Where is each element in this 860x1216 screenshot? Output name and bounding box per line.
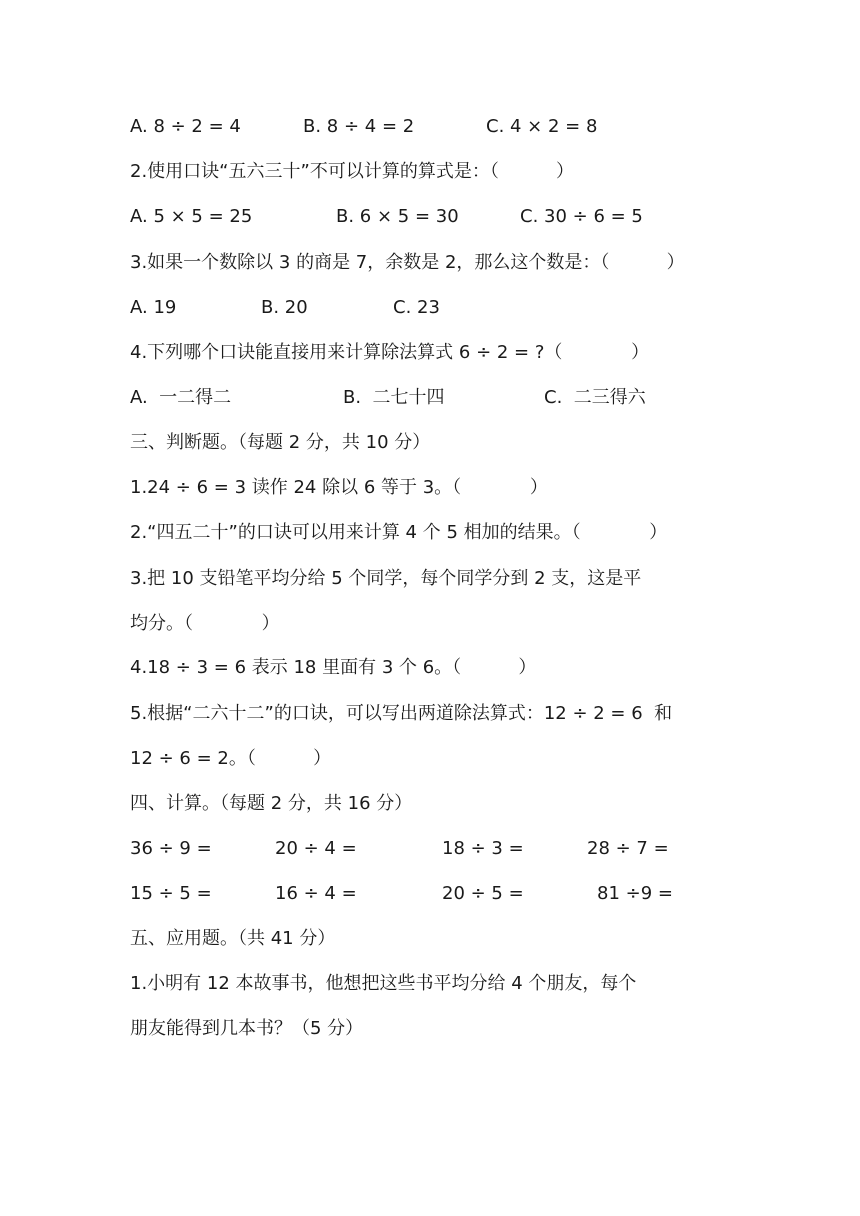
q2-option-b: B. 6 × 5 = 30 xyxy=(336,206,459,227)
section5-title: 五、应用题。（共 41 分） xyxy=(130,928,336,949)
calc-item: 28 ÷ 7 = xyxy=(587,838,669,859)
word-problem-1: 1.小明有 12 本故事书，他想把这些书平均分给 4 个朋友，每个 xyxy=(130,973,637,994)
section4-title: 四、计算。（每题 2 分，共 16 分） xyxy=(130,793,413,814)
q3-option-b: B. 20 xyxy=(261,297,308,318)
calc-item: 15 ÷ 5 = xyxy=(130,883,212,904)
q4-option-c: C. 二三得六 xyxy=(544,387,646,408)
judge-item-2: 2.“四五二十”的口诀可以用来计算 4 个 5 相加的结果。（ ） xyxy=(130,522,668,543)
q4-text: 4.下列哪个口诀能直接用来计算除法算式 6 ÷ 2 = ?（ ） xyxy=(130,342,650,363)
calc-item: 36 ÷ 9 = xyxy=(130,838,212,859)
q1-option-b: B. 8 ÷ 4 = 2 xyxy=(303,116,415,137)
judge-item-4: 4.18 ÷ 3 = 6 表示 18 里面有 3 个 6。（ ） xyxy=(130,657,537,678)
q3-option-c: C. 23 xyxy=(393,297,440,318)
calc-item: 81 ÷9 = xyxy=(597,883,673,904)
q3-text: 3.如果一个数除以 3 的商是 7，余数是 2，那么这个数是：（ ） xyxy=(130,252,685,273)
q4-option-a: A. 一二得二 xyxy=(130,387,232,408)
q2-option-a: A. 5 × 5 = 25 xyxy=(130,206,253,227)
calc-item: 16 ÷ 4 = xyxy=(275,883,357,904)
q3-option-a: A. 19 xyxy=(130,297,177,318)
word-problem-1-cont: 朋友能得到几本书？（5 分） xyxy=(130,1018,364,1039)
q2-text: 2.使用口诀“五六三十”不可以计算的算式是：（ ） xyxy=(130,161,575,182)
q4-option-b: B. 二七十四 xyxy=(343,387,445,408)
calc-item: 20 ÷ 5 = xyxy=(442,883,524,904)
judge-item-3-cont: 均分。（ ） xyxy=(130,613,280,634)
judge-item-3: 3.把 10 支铅笔平均分给 5 个同学，每个同学分到 2 支，这是平 xyxy=(130,568,642,589)
judge-item-1: 1.24 ÷ 6 = 3 读作 24 除以 6 等于 3。（ ） xyxy=(130,477,548,498)
q2-option-c: C. 30 ÷ 6 = 5 xyxy=(520,206,643,227)
judge-item-5: 5.根据“二六十二”的口诀，可以写出两道除法算式：12 ÷ 2 = 6 和 xyxy=(130,703,673,724)
section3-title: 三、判断题。（每题 2 分，共 10 分） xyxy=(130,432,431,453)
q1-option-c: C. 4 × 2 = 8 xyxy=(486,116,598,137)
calc-item: 18 ÷ 3 = xyxy=(442,838,524,859)
judge-item-5-cont: 12 ÷ 6 = 2。（ ） xyxy=(130,748,332,769)
calc-item: 20 ÷ 4 = xyxy=(275,838,357,859)
q1-option-a: A. 8 ÷ 2 = 4 xyxy=(130,116,241,137)
